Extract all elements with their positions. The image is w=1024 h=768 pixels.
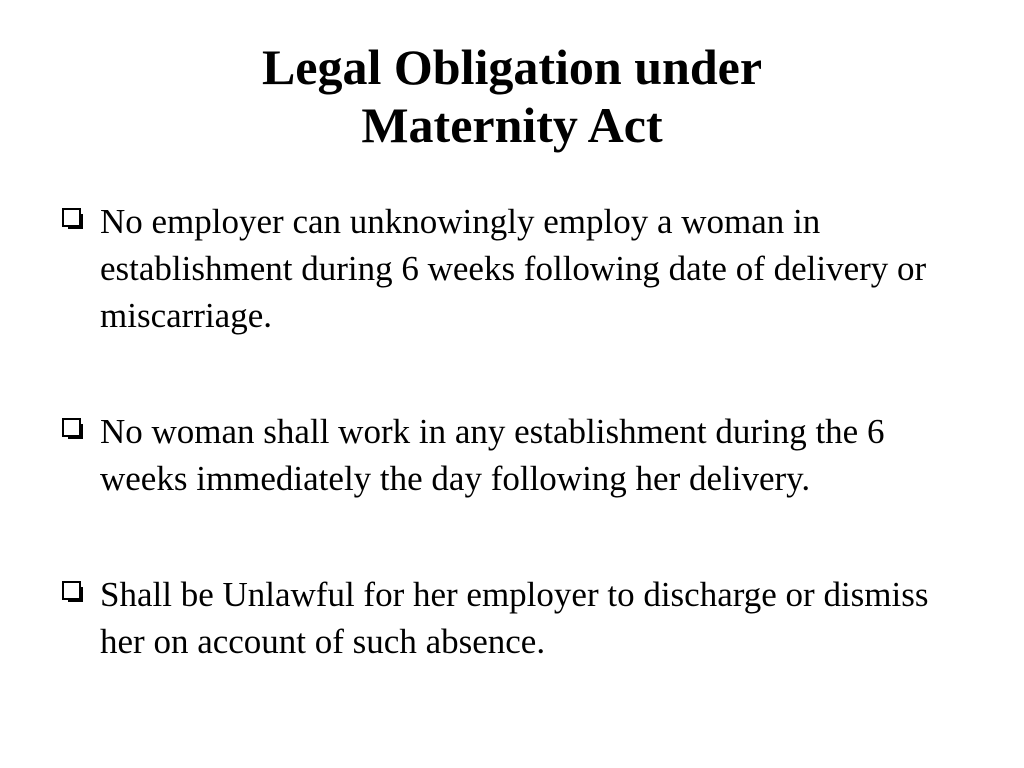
checkbox-square-icon xyxy=(62,418,84,440)
list-item xyxy=(62,571,962,665)
title-line-2: Maternity Act xyxy=(361,97,663,153)
slide-title xyxy=(0,38,1024,154)
bullet-text: Shall be Unlawful for her employer to discharge or dismiss her on account of such absence. xyxy=(100,575,929,661)
bullet-text: No woman shall work in any establishment during the 6 weeks immediately the day following her delivery. xyxy=(100,412,885,498)
checkbox-square-icon xyxy=(62,581,84,603)
checkbox-square-icon xyxy=(62,208,84,230)
bullet-list xyxy=(62,198,962,665)
title-line-1: Legal Obligation under xyxy=(261,39,763,95)
bullet-text: No employer can unknowingly employ a woman in establishment during 6 weeks following date of delivery or miscarriage. xyxy=(100,202,927,335)
list-item xyxy=(62,408,962,502)
list-item xyxy=(62,198,962,339)
